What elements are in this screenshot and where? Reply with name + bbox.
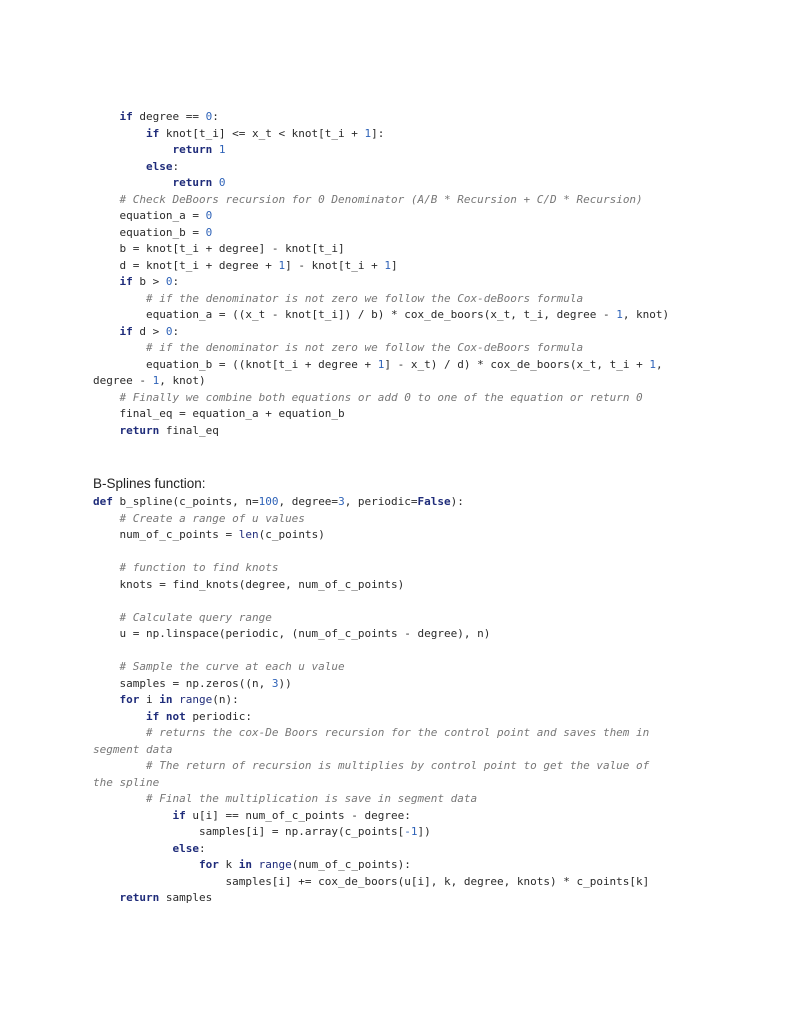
code-line	[93, 824, 731, 841]
code-line	[93, 725, 731, 742]
code-line	[93, 142, 731, 159]
code-token: u = np.linspace(periodic, (num_of_c_points - degree), n)	[93, 627, 491, 640]
code-token: range	[258, 858, 292, 871]
code-token: 1	[278, 258, 286, 272]
code-token: # Sample the curve at each u value	[119, 660, 345, 673]
code-line	[93, 676, 731, 693]
code-line	[93, 406, 731, 423]
code-line	[93, 544, 731, 561]
code-line	[93, 357, 731, 374]
code-token: ]:	[371, 126, 385, 140]
code-line	[93, 159, 731, 176]
code-token	[93, 726, 146, 739]
code-line	[93, 340, 731, 357]
code-token: in	[159, 693, 173, 706]
code-line	[93, 511, 731, 528]
code-token	[93, 325, 120, 338]
code-token: # The return of recursion is multiplies by control point to get the value of	[145, 759, 650, 772]
code-line	[93, 577, 731, 594]
code-line	[93, 225, 731, 242]
code-line	[93, 527, 731, 544]
code-token: b = knot[t_i + degree] - knot[t_i]	[93, 242, 345, 255]
code-token	[93, 391, 120, 404]
code-token: ]	[391, 258, 398, 272]
code-token: if	[119, 324, 133, 338]
code-token	[93, 193, 120, 206]
code-token	[93, 512, 120, 525]
code-token: 3	[338, 495, 345, 508]
code-line	[93, 841, 731, 858]
code-token: ] - x_t) / d) * cox_de_boors(x_t, t_i +	[384, 357, 650, 371]
code-token	[212, 176, 219, 189]
code-line	[93, 274, 731, 291]
code-token	[93, 842, 172, 855]
code-line	[93, 857, 731, 874]
code-line	[93, 307, 731, 324]
code-line	[93, 758, 731, 775]
code-token: equation_b = ((knot[t_i + degree +	[93, 357, 378, 371]
code-token: :	[212, 110, 219, 123]
code-token: if	[119, 110, 133, 123]
code-token: final_eq	[159, 423, 219, 437]
code-token: 1	[364, 126, 372, 140]
code-token: # Final the multiplication is save in segment data	[145, 792, 478, 805]
code-token: (n):	[212, 693, 239, 706]
code-token: 0	[205, 225, 213, 239]
code-token: # returns the cox-De Boors recursion for the control point and saves them in	[145, 726, 650, 739]
code-line	[93, 610, 731, 627]
code-line	[93, 775, 731, 792]
code-token: 1	[152, 374, 160, 387]
code-token: if	[172, 808, 186, 822]
code-line	[93, 241, 731, 258]
code-token: 1	[377, 357, 385, 371]
code-line	[93, 659, 731, 676]
code-token: the spline	[93, 775, 160, 789]
code-token: k	[218, 858, 239, 871]
code-token	[93, 160, 146, 173]
code-token: d = knot[t_i + degree +	[93, 258, 279, 272]
code-token: samples = np.zeros((n,	[93, 676, 272, 690]
code-token: (c_points)	[258, 528, 325, 541]
code-token: u[i] == num_of_c_points - degree:	[185, 808, 411, 822]
code-token	[93, 660, 120, 673]
code-token: ))	[278, 676, 292, 690]
code-token: , knot)	[622, 308, 670, 321]
code-token	[93, 759, 146, 772]
code-token: 0	[218, 176, 226, 189]
code-token: samples[i] = np.array(c_points[	[93, 825, 405, 838]
code-token: segment data	[93, 742, 173, 756]
code-line	[93, 791, 731, 808]
code-token	[93, 127, 146, 140]
code-token	[212, 143, 219, 156]
code-token: samples	[159, 891, 213, 904]
code-token: return	[172, 143, 213, 156]
code-token: 1	[649, 357, 656, 371]
code-line	[93, 423, 731, 440]
code-token	[93, 176, 172, 189]
code-line	[93, 643, 731, 660]
code-token: range	[179, 693, 213, 706]
code-token: (num_of_c_points):	[291, 858, 411, 871]
code-block-b-spline	[93, 494, 731, 907]
code-token	[93, 611, 120, 624]
code-token: ,	[655, 357, 663, 371]
code-token: d >	[132, 324, 166, 338]
code-line	[93, 560, 731, 577]
code-token	[93, 110, 120, 123]
code-token: i	[139, 693, 160, 706]
code-token: else	[172, 841, 199, 855]
code-token: knot[t_i] <= x_t < knot[t_i +	[159, 126, 365, 140]
code-line	[93, 626, 731, 643]
code-token: # Finally we combine both equations or add 0 to one of the equation or return 0	[119, 390, 643, 404]
code-token	[93, 809, 172, 822]
code-token: , periodic=	[344, 495, 418, 508]
code-token: def	[93, 495, 113, 508]
code-line	[93, 709, 731, 726]
code-token	[93, 275, 120, 288]
code-token: for	[119, 693, 140, 706]
code-token: return	[119, 891, 160, 904]
code-token: num_of_c_points =	[93, 528, 239, 541]
code-line	[93, 126, 731, 143]
code-token: # function to find knots	[119, 561, 279, 574]
code-token: 0	[205, 209, 213, 222]
code-line	[93, 208, 731, 225]
code-token: ])	[417, 825, 431, 838]
code-token: # if the denominator is not zero we follow the Cox-deBoors formula	[145, 341, 584, 354]
code-token: ] - knot[t_i +	[285, 258, 385, 272]
code-token	[93, 891, 120, 904]
section-heading: B-Splines function:	[93, 476, 206, 491]
code-token: False	[417, 495, 451, 508]
code-token: for	[198, 858, 219, 871]
code-token	[93, 424, 120, 437]
code-token	[93, 292, 146, 305]
code-token: b_spline(c_points, n=	[112, 495, 259, 508]
code-line	[93, 192, 731, 209]
code-line	[93, 175, 731, 192]
code-token: , degree=	[278, 495, 339, 508]
code-block-cox-de-boors	[93, 109, 731, 439]
code-token: equation_b =	[93, 225, 206, 239]
code-token	[252, 858, 259, 871]
code-token: final_eq = equation_a + equation_b	[93, 407, 345, 420]
code-token: degree ==	[132, 110, 206, 123]
code-token: in	[238, 858, 252, 871]
code-token: 1	[616, 308, 623, 321]
code-token: 1	[218, 143, 226, 156]
code-line	[93, 890, 731, 907]
code-token	[93, 710, 146, 723]
code-token: if not	[145, 709, 186, 723]
code-token: :	[172, 159, 180, 173]
code-line	[93, 808, 731, 825]
code-line	[93, 324, 731, 341]
code-token: if	[145, 126, 160, 140]
code-token	[93, 693, 120, 706]
code-token: else	[145, 159, 173, 173]
code-token: equation_a = ((x_t - knot[t_i]) / b) * cox_de_boors(x_t, t_i, degree -	[93, 308, 617, 321]
code-token: b >	[132, 275, 166, 288]
code-token: len	[238, 528, 259, 541]
code-token: 0	[165, 324, 173, 338]
code-token: degree -	[93, 374, 153, 387]
code-line	[93, 258, 731, 275]
code-token: # Create a range of u values	[119, 511, 305, 525]
code-token: :	[198, 841, 206, 855]
code-token: 0	[205, 110, 213, 123]
code-token	[93, 858, 199, 871]
code-token: 0	[165, 275, 173, 288]
code-line	[93, 593, 731, 610]
code-token: 1	[384, 258, 392, 272]
code-line	[93, 373, 731, 390]
code-token: return	[172, 176, 213, 189]
code-token: 3	[271, 676, 279, 690]
code-line	[93, 109, 731, 126]
code-line	[93, 742, 731, 759]
code-line	[93, 692, 731, 709]
code-token: knots = find_knots(degree, num_of_c_points)	[93, 577, 405, 591]
code-token	[93, 341, 146, 354]
code-token: # Calculate query range	[119, 610, 272, 624]
code-line	[93, 390, 731, 407]
code-token: return	[119, 423, 160, 437]
code-line	[93, 494, 731, 511]
code-token: :	[172, 275, 180, 288]
code-token: samples[i] += cox_de_boors(u[i], k, degree, knots) * c_points[k]	[93, 874, 650, 888]
code-token	[93, 561, 120, 574]
code-token: 100	[258, 495, 279, 508]
code-token: equation_a =	[93, 209, 206, 222]
code-token: # if the denominator is not zero we follow the Cox-deBoors formula	[145, 291, 584, 305]
code-line	[93, 874, 731, 891]
code-token: :	[172, 324, 180, 338]
code-token	[93, 792, 146, 805]
code-token: # Check DeBoors recursion for 0 Denominator (A/B * Recursion + C/D * Recursion)	[119, 192, 643, 206]
code-line	[93, 291, 731, 308]
code-token: -1	[404, 825, 418, 838]
code-token	[93, 143, 172, 156]
code-token: if	[119, 275, 133, 288]
code-token: ):	[450, 495, 464, 508]
code-token: , knot)	[159, 374, 206, 387]
code-token: periodic:	[185, 709, 252, 723]
